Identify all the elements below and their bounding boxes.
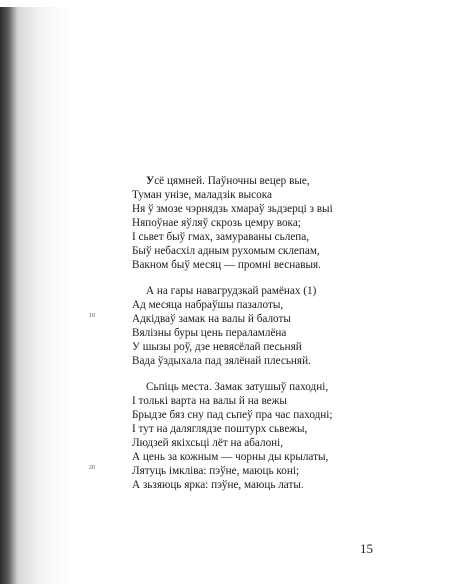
stanza-3-line-7: Лятуць імкліва: пэўне, маюць коні; <box>132 465 300 477</box>
stanza-3-line-5: Людзей якіхсьці лёт на абалоні, <box>132 437 284 449</box>
stanza-3-line-6: А цень за кожным — чорны ды крылаты, <box>132 451 329 463</box>
stanza-3-line-1: Сьпіць места. Замак затушыў паходні, <box>146 381 329 393</box>
stanza-1-line-1: Усё цямней. Паўночны вецер вые, <box>146 175 310 187</box>
stanza-3-line-2: І толькі варта на валы й на вежы <box>132 395 287 407</box>
stanza-1-line-3: Ня ў змозе чэрнядзь хмараў зьдзерці з выі <box>132 203 333 215</box>
stanza-2-line-6: Вада ўздыхала пад зялёнай плесьняй. <box>132 355 311 367</box>
stanza-1-line-4: Няпоўнае яўляў скрозь цемру вока; <box>132 217 301 229</box>
stanza-3-line-4: І тут на даляглядзе поштурх сьвежы, <box>132 423 308 435</box>
line-number-20: 20 <box>89 465 95 471</box>
page-number: 15 <box>360 541 373 556</box>
drop-initial: У <box>146 175 155 187</box>
stanza-1-line-2: Туман унізе, маладзік высока <box>132 189 272 201</box>
stanza-1-line-6: Быў небасхіл адным рухомым склепам, <box>132 245 320 257</box>
stanza-2-line-2: Ад месяца набраўшы пазалоты, <box>132 299 284 311</box>
stanza-2-line-5: У шызы роў, дзе невясёлай песьняй <box>132 341 302 353</box>
stanza-1-line-7: Вакном быў месяц — промні веснавыя. <box>132 259 321 271</box>
line-number-10: 10 <box>89 313 95 319</box>
stanza-2-line-1: А на гары навагрудзкай рамёнах (1) <box>146 285 317 297</box>
stanza-2-line-4: Вялізны буры цень пераламлёна <box>132 327 287 339</box>
stanza-1-line-5: І сьвет быў гмах, замураваны сьлепа, <box>132 231 310 243</box>
stanza-3-line-8: А зьзяюць ярка: пэўне, маюць латы. <box>132 479 304 491</box>
stanza-3-line-3: Брыдзе бяз сну пад сьпеў пра час паходні; <box>132 409 333 421</box>
stanza-2-line-3: Адкідваў замак на валы й балоты <box>132 313 291 325</box>
